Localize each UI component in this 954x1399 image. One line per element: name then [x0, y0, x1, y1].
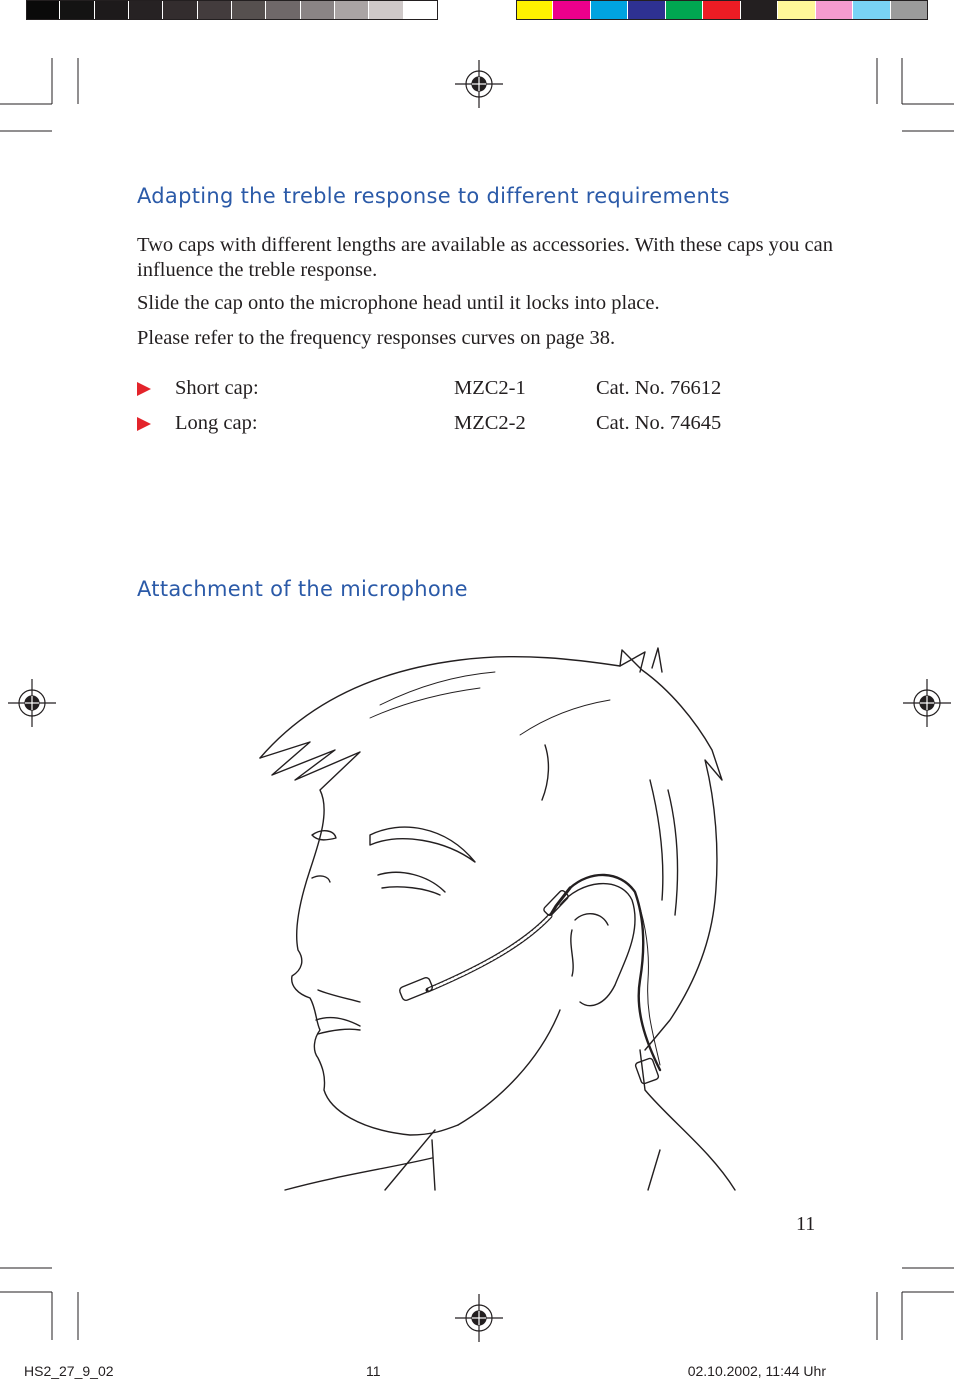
footer-timestamp: 02.10.2002, 11:44 Uhr — [687, 1363, 826, 1379]
footer-filename: HS2_27_9_02 — [24, 1363, 114, 1379]
color-swatch — [666, 0, 703, 20]
cap-model: MZC2-1 — [454, 377, 526, 399]
headset-illustration — [250, 630, 750, 1200]
color-swatch — [198, 0, 232, 20]
cap-label: Long cap: — [175, 412, 258, 434]
color-swatch — [816, 0, 853, 20]
paragraph-slide-cap: Slide the cap onto the microphone head until it locks into place. — [137, 292, 660, 314]
page-number: 11 — [796, 1213, 816, 1235]
color-swatch — [335, 0, 369, 20]
paragraph-frequency-reference: Please refer to the frequency responses curves on page 38. — [137, 327, 616, 349]
color-calibration-bar — [516, 0, 928, 20]
color-swatch — [891, 0, 928, 20]
color-swatch — [266, 0, 300, 20]
color-swatch — [703, 0, 740, 20]
color-swatch — [26, 0, 60, 20]
color-swatch — [853, 0, 890, 20]
bullet-arrow-icon — [137, 417, 151, 431]
color-swatch — [741, 0, 778, 20]
color-swatch — [301, 0, 335, 20]
cap-model: MZC2-2 — [454, 412, 526, 434]
color-swatch — [591, 0, 628, 20]
section-heading-attachment: Attachment of the microphone — [137, 577, 468, 601]
registration-mark-icon — [455, 60, 503, 108]
color-swatch — [95, 0, 129, 20]
color-swatch — [60, 0, 94, 20]
registration-mark-icon — [455, 1294, 503, 1342]
color-swatch — [516, 0, 553, 20]
section-heading-treble: Adapting the treble response to different requirements — [137, 184, 730, 208]
cap-cat-no: Cat. No. 74645 — [596, 412, 722, 434]
footer-page: 11 — [366, 1363, 381, 1379]
color-swatch — [369, 0, 403, 20]
color-swatch — [404, 0, 438, 20]
paragraph-caps-intro: Two caps with different lengths are available as accessories. With these caps you can influence the treble response. — [137, 234, 834, 281]
color-swatch — [778, 0, 815, 20]
gray-calibration-bar — [26, 0, 438, 20]
color-swatch — [129, 0, 163, 20]
bullet-arrow-icon — [137, 382, 151, 396]
color-swatch — [163, 0, 197, 20]
registration-mark-icon — [8, 679, 56, 727]
color-swatch — [232, 0, 266, 20]
cap-label: Short cap: — [175, 377, 259, 399]
color-swatch — [553, 0, 590, 20]
registration-mark-icon — [903, 679, 951, 727]
color-swatch — [628, 0, 665, 20]
cap-cat-no: Cat. No. 76612 — [596, 377, 722, 399]
